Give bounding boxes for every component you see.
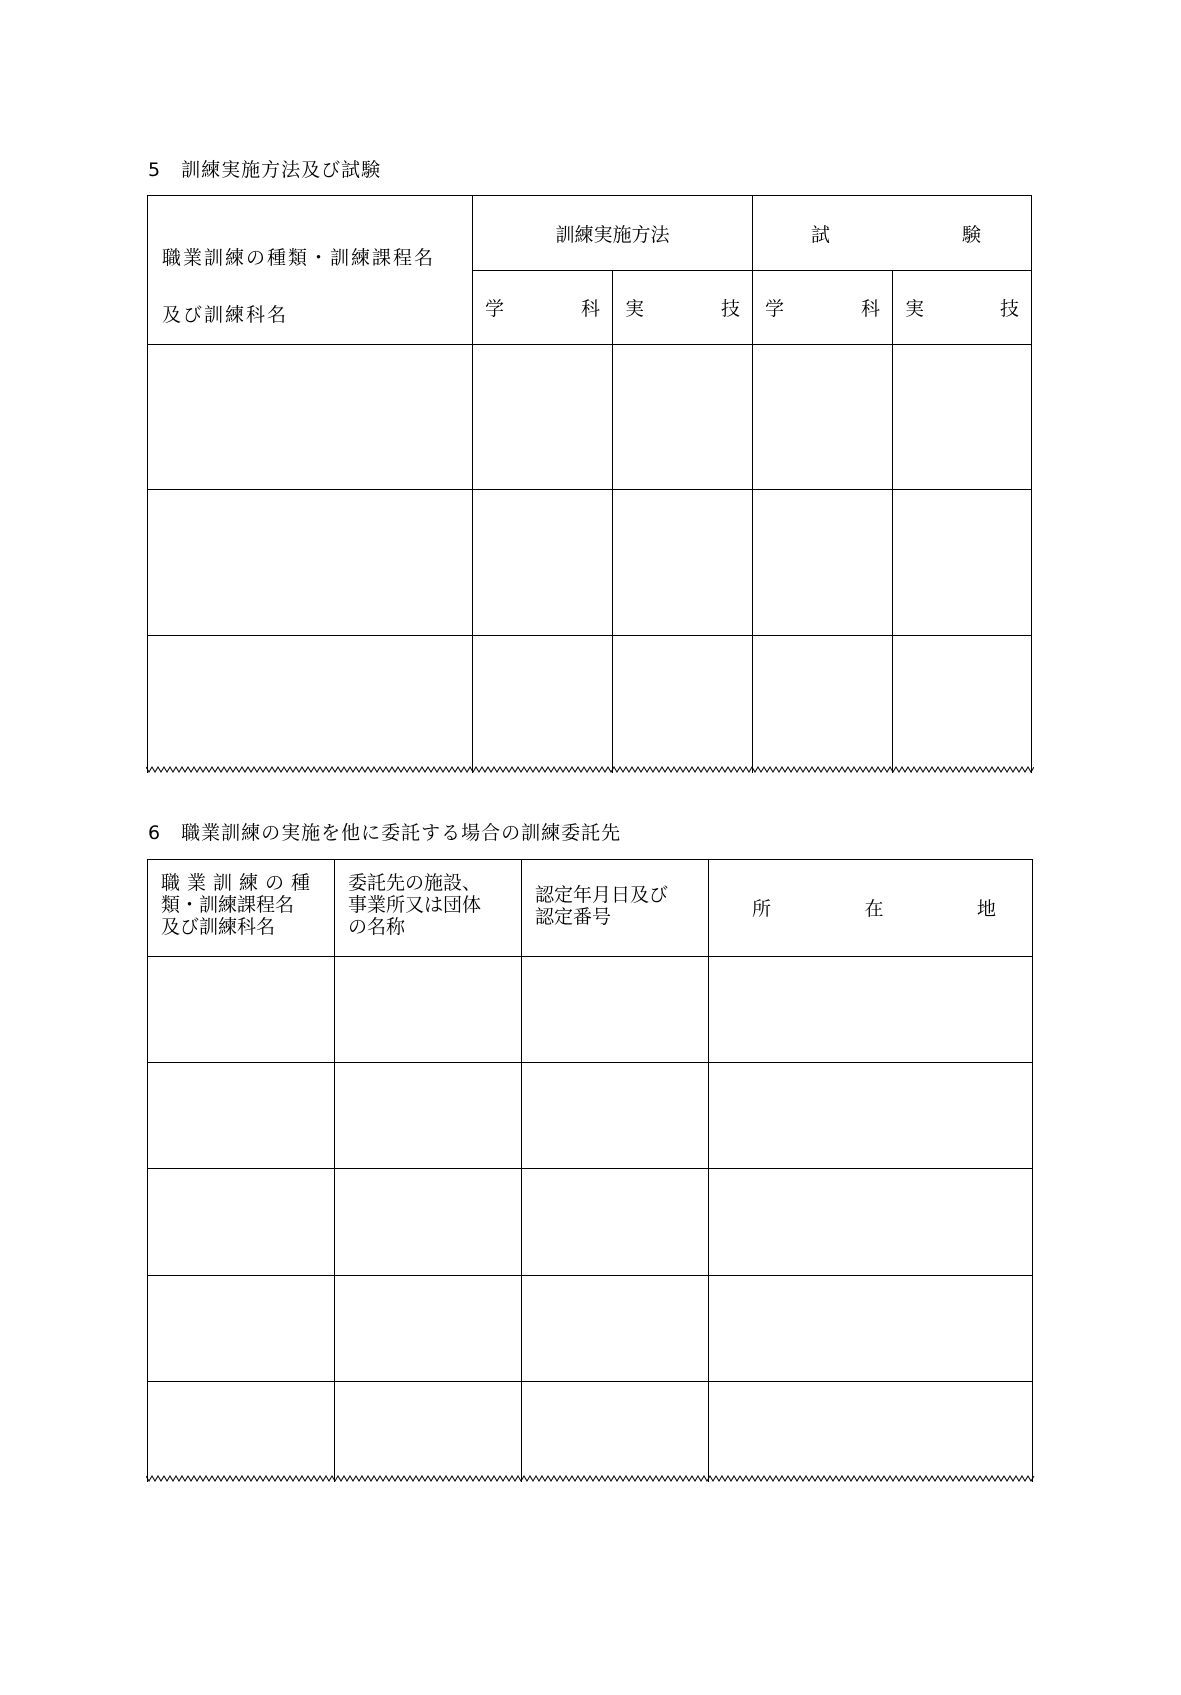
location-header-1: 所: [752, 898, 772, 920]
method-theory-cell[interactable]: [473, 636, 613, 773]
exam-header: [753, 196, 1032, 271]
facility-header-line1: 委託先の施設、: [348, 872, 482, 894]
continuation-wave-line: [146, 1474, 1035, 1484]
location-cell[interactable]: [709, 1276, 1033, 1382]
certification-cell[interactable]: [522, 957, 709, 1063]
exam-theory-ka: 科: [861, 297, 881, 320]
table-row: [148, 957, 1033, 1063]
course-name-header-line2: 及び訓練科名: [162, 304, 289, 326]
course-cell[interactable]: [148, 957, 335, 1063]
method-theory-ka: 科: [580, 297, 600, 320]
method-practice-header: [613, 270, 753, 345]
course-cell[interactable]: [148, 345, 473, 490]
exam-theory-gaku: 学: [765, 297, 785, 320]
facility-cell[interactable]: [335, 1382, 522, 1482]
method-theory-header: [473, 270, 613, 345]
exam-header-right: 験: [962, 224, 982, 246]
table-row: [148, 636, 1032, 773]
location-header: [709, 860, 1033, 957]
exam-theory-header: [753, 270, 893, 345]
certification-header-line1: 認定年月日及び: [535, 884, 669, 906]
course-header-line3: 及び訓練科名: [161, 916, 276, 938]
training-method-exam-table: [147, 195, 1032, 773]
certification-cell[interactable]: [522, 1169, 709, 1276]
table-row: [148, 345, 1032, 490]
course-name-header: [148, 196, 473, 345]
exam-practice-cell[interactable]: [893, 490, 1032, 636]
location-cell[interactable]: [709, 1169, 1033, 1276]
method-header-label: 訓練実施方法: [555, 224, 670, 246]
location-header-2: 在: [864, 898, 884, 920]
facility-cell[interactable]: [335, 1063, 522, 1169]
method-practice-cell[interactable]: [613, 345, 753, 490]
course-header: [148, 860, 335, 957]
outsourcing-table: [147, 859, 1033, 1482]
facility-header-line3: の名称: [348, 916, 406, 938]
course-header-line1: 職業訓練の種: [161, 872, 318, 894]
certification-cell[interactable]: [522, 1276, 709, 1382]
facility-cell[interactable]: [335, 1276, 522, 1382]
facility-cell[interactable]: [335, 957, 522, 1063]
method-practice-gi: 技: [721, 297, 741, 320]
course-name-header-line1: 職業訓練の種類・訓練課程名: [162, 247, 436, 269]
facility-header-line2: 事業所又は団体: [348, 894, 482, 916]
section5-title: 5 訓練実施方法及び試験: [148, 159, 382, 181]
course-cell[interactable]: [148, 1169, 335, 1276]
method-practice-cell[interactable]: [613, 490, 753, 636]
table-row: [148, 1382, 1033, 1482]
exam-practice-cell[interactable]: [893, 345, 1032, 490]
section6-title: 6 職業訓練の実施を他に委託する場合の訓練委託先: [148, 822, 622, 844]
course-header-line2: 類・訓練課程名: [161, 894, 295, 916]
method-practice-cell[interactable]: [613, 636, 753, 773]
exam-theory-cell[interactable]: [753, 490, 893, 636]
course-cell[interactable]: [148, 1276, 335, 1382]
certification-cell[interactable]: [522, 1063, 709, 1169]
exam-practice-header: [893, 270, 1032, 345]
facility-header: [335, 860, 522, 957]
location-header-3: 地: [976, 898, 996, 920]
facility-cell[interactable]: [335, 1169, 522, 1276]
location-cell[interactable]: [709, 1063, 1033, 1169]
exam-practice-gi: 技: [1000, 297, 1020, 320]
course-cell[interactable]: [148, 636, 473, 773]
certification-header: [522, 860, 709, 957]
certification-cell[interactable]: [522, 1382, 709, 1482]
method-theory-gaku: 学: [485, 297, 505, 320]
method-practice-jitsu: 実: [625, 297, 645, 320]
course-cell[interactable]: [148, 1382, 335, 1482]
method-header: [473, 196, 753, 271]
location-cell[interactable]: [709, 957, 1033, 1063]
certification-header-line2: 認定番号: [535, 906, 612, 928]
table-row: [148, 1063, 1033, 1169]
location-cell[interactable]: [709, 1382, 1033, 1482]
exam-header-left: 試: [811, 224, 831, 246]
exam-theory-cell[interactable]: [753, 345, 893, 490]
course-cell[interactable]: [148, 490, 473, 636]
table-row: [148, 490, 1032, 636]
exam-practice-jitsu: 実: [905, 297, 925, 320]
table-row: [148, 1276, 1033, 1382]
continuation-wave-line: [146, 765, 1034, 775]
method-theory-cell[interactable]: [473, 490, 613, 636]
table-row: [148, 1169, 1033, 1276]
exam-practice-cell[interactable]: [893, 636, 1032, 773]
course-cell[interactable]: [148, 1063, 335, 1169]
exam-theory-cell[interactable]: [753, 636, 893, 773]
method-theory-cell[interactable]: [473, 345, 613, 490]
